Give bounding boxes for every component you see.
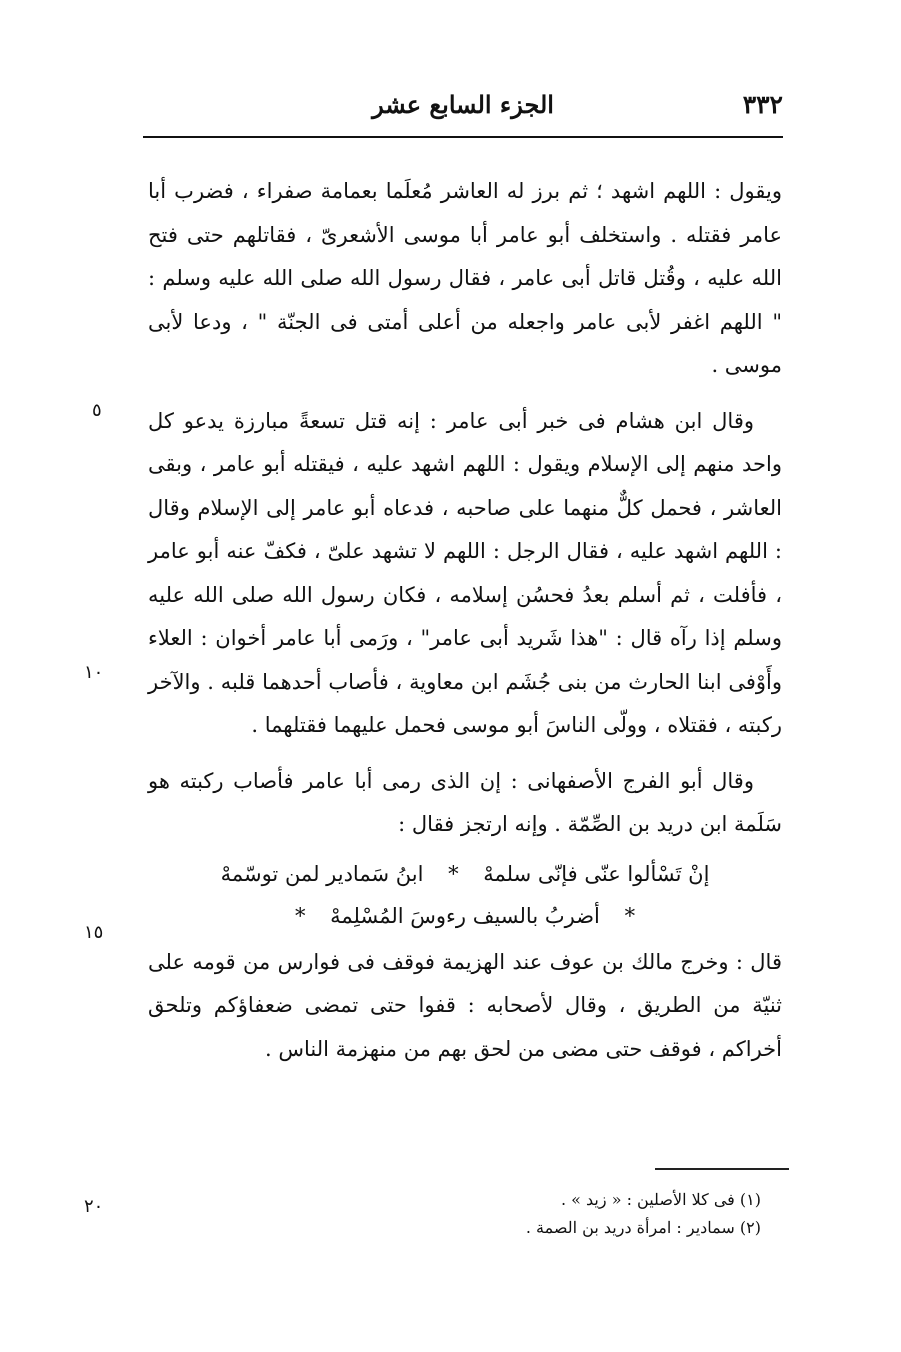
verse-hemistich-1: إنْ تَسْألوا عنّى فإنّى سلمهْ <box>483 861 710 886</box>
line-number-15: ١٥ <box>84 922 104 943</box>
line-number-20: ٢٠ <box>84 1196 104 1217</box>
verse-block <box>148 853 782 937</box>
verse-separator: * <box>294 903 306 928</box>
verse-hemistich-3: أضربُ بالسيف رءوسَ المُسْلِمهْ <box>330 903 600 928</box>
running-title: الجزء السابع عشر <box>372 90 554 119</box>
paragraph-4: قال : وخرج مالك بن عوف عند الهزيمة فوقف فى فوارس من قومه على ثنيّة من الطريق ، وقال لأصحابه : قفوا حتى تمضى ضعفاؤكم وتلحق أخراكم ، فوقف حتى مضى من لحق بهم من منهزمة الناس . <box>148 949 782 1061</box>
verse-separator: * <box>448 861 459 886</box>
footnote-2: (٢) سمادير : امرأة دريد بن الصمة . <box>525 1218 761 1237</box>
footnotes <box>361 1186 761 1242</box>
page-header <box>143 88 783 136</box>
page-number: ٣٣٢ <box>742 90 783 119</box>
verse-hemistich-2: ابنُ سَمادير لمن توسّمهْ <box>220 861 424 886</box>
paragraph-1: ويقول : اللهم اشهد ؛ ثم برز له العاشر مُعلَما بعمامة صفراء ، فضرب أبا عامر فقتله . واستخلف أبو عامر أبا موسى الأشعرىّ ، فقاتلهم حتى فتح الله عليه ، وقُتل قاتل أبى عامر ، فقال رسول الله صلى الله عليه وسلم : " اللهم اغفر لأبى عامر واجعله من أعلى أمتى فى الجنّة " ، ودعا لأبى موسى . <box>148 179 782 377</box>
footnote-1: (١) فى كلا الأصلين : « زيد » . <box>560 1190 761 1209</box>
header-rule <box>143 136 783 138</box>
paragraph-2: وقال ابن هشام فى خبر أبى عامر : إنه قتل تسعةً مبارزة يدعو كل واحد منهم إلى الإسلام ويقول : اللهم اشهد عليه ، فيقتله أبو عامر ، وبقى العاشر ، فحمل كلٌّ منهما على صاحبه ، فدعاه أبو عامر إلى الإسلام وقال : اللهم اشهد عليه ، فقال الرجل : اللهم لا تشهد علىّ ، فكفّ عنه أبو عامر ، فأفلت ، ثم أسلم بعدُ فحسُن إسلامه ، فكان رسول الله صلى الله عليه وسلم إذا رآه قال : "هذا شَريد أبى عامر" ، ورَمى أبا عامر أخوان : العلاء وأَوْفى ابنا الحارث من بنى جُشَم ابن معاوية ، فأصاب أحدهما قلبه . والآخر ركبته ، فقتلاه ، وولّى الناسَ أبو موسى فحمل عليهما فقتلهما . <box>148 408 782 737</box>
footnote-rule <box>655 1168 789 1170</box>
paragraph-3: وقال أبو الفرج الأصفهانى : إن الذى رمى أبا عامر فأصاب ركبته هو سَلَمة ابن دريد بن الصِّمّة . وإنه ارتجز فقال : <box>148 768 782 836</box>
verse-line-1 <box>148 853 782 895</box>
line-number-10: ١٠ <box>84 662 104 683</box>
verse-line-2 <box>148 895 782 937</box>
line-number-5: ٥ <box>92 400 102 421</box>
main-text <box>148 170 782 1071</box>
verse-separator: * <box>624 903 636 928</box>
